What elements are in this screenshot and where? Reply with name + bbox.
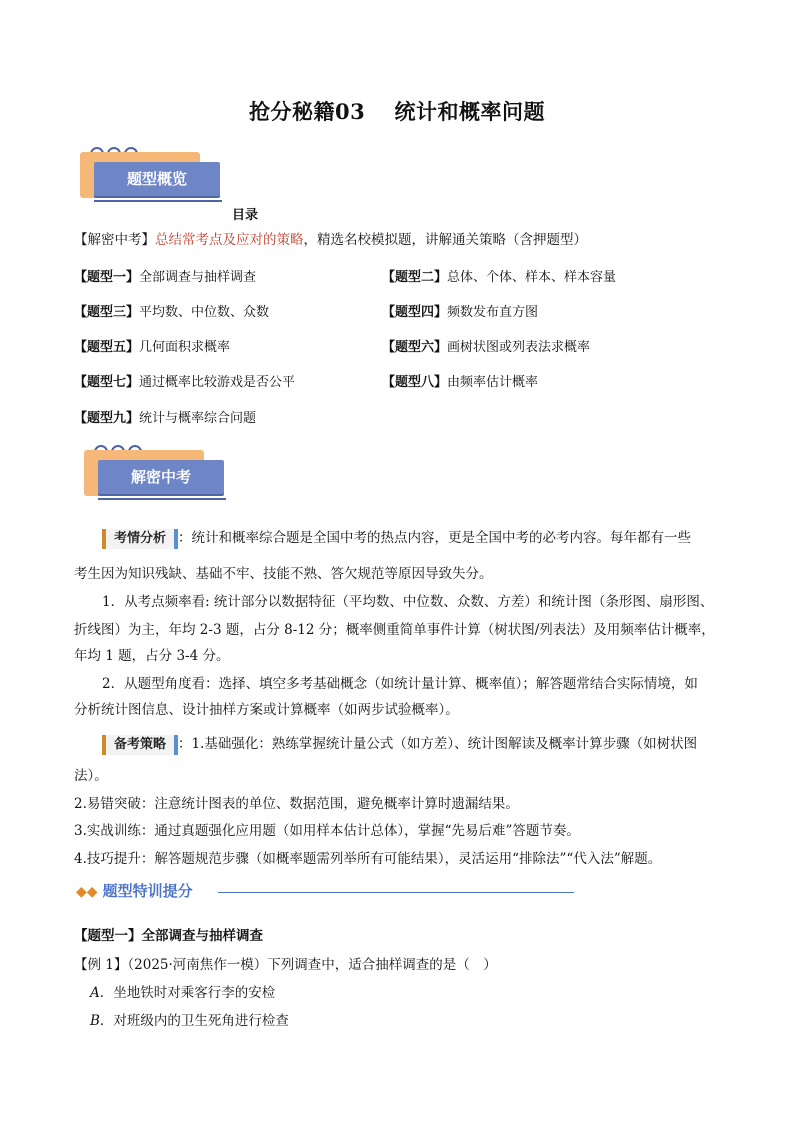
strategy-item-4: 4.技巧提升：解答题规范步骤（如概率题需列举所有可能结果），灵活运用“排除法”“代入法”解题。 bbox=[74, 851, 662, 867]
toc-item-9[interactable]: 【题型九】统计与概率综合问题 bbox=[74, 411, 257, 426]
intro-red-text: 总结常考点及应对的策略 bbox=[155, 232, 304, 248]
toc-item-8[interactable]: 【题型八】由频率估计概率 bbox=[382, 375, 539, 390]
banner-label: 解密中考 bbox=[98, 460, 224, 494]
toc-item-7[interactable]: 【题型七】通过概率比较游戏是否公平 bbox=[74, 375, 296, 390]
toc-item-1[interactable]: 【题型一】全部调查与抽样调查 bbox=[74, 270, 257, 285]
strategy-item-3: 3.实战训练：通过真题强化应用题（如用样本估计总体），掌握“先易后难”答题节奏。 bbox=[74, 823, 580, 839]
toc-item-2[interactable]: 【题型二】总体、个体、样本、样本容量 bbox=[382, 270, 617, 285]
toc-item-6[interactable]: 【题型六】画树状图或列表法求概率 bbox=[382, 340, 591, 355]
analysis-point-1: 1．从考点频率看: 统计部分以数据特征（平均数、中位数、众数、方差）和统计图（条形图、扇形图、 bbox=[102, 594, 714, 610]
toc-item-3[interactable]: 【题型三】平均数、中位数、众数 bbox=[74, 305, 270, 320]
analysis-line-2: 考生因为知识残缺、基础不牢、技能不熟、答欠规范等原因导致失分。 bbox=[74, 566, 493, 582]
special-training-heading: ◆◆ 题型特训提分 bbox=[76, 880, 576, 904]
section-heading-1: 【题型一】全部调查与抽样调查 bbox=[74, 928, 263, 944]
example-stem: 【例 1】（2025·河南焦作一模）下列调查中，适合抽样调查的是（ ） bbox=[74, 957, 497, 973]
analysis-point-1-l3: 年均 1 题，占分 3-4 分。 bbox=[74, 648, 230, 664]
page-title: 抢分秘籍03 统计和概率问题 bbox=[248, 99, 546, 124]
strategy-item-2: 2.易错突破：注意统计图表的单位、数据范围，避免概率计算时遗漏结果。 bbox=[74, 796, 519, 812]
option-b[interactable]: B．对班级内的卫生死角进行检查 bbox=[90, 1013, 289, 1029]
analysis-point-2-l2: 分析统计图信息、设计抽样方案或计算概率（如两步试验概率）。 bbox=[74, 702, 459, 718]
toc-heading: 目录 bbox=[232, 208, 259, 223]
analysis-point-2: 2．从题型角度看：选择、填空多考基础概念（如统计量计算、概率值）；解答题常结合实际情境，如 bbox=[102, 676, 698, 692]
analysis-line-1: 考情分析 ：统计和概率综合题是全国中考的热点内容，更是全国中考的必考内容。每年都有一些 bbox=[74, 524, 734, 552]
strategy-line-1: 备考策略 ：1.基础强化：熟练掌握统计量公式（如方差）、统计图解读及概率计算步骤（如树状图 bbox=[74, 730, 734, 758]
heading-rule bbox=[218, 892, 574, 893]
diamond-icon: ◆◆ bbox=[76, 884, 98, 900]
intro-line bbox=[74, 230, 587, 250]
section-banner-analysis bbox=[84, 444, 244, 514]
section-banner-overview bbox=[80, 146, 240, 216]
analysis-tag: 考情分析 bbox=[102, 529, 178, 549]
strategy-tag: 备考策略 bbox=[102, 735, 178, 755]
toc-item-5[interactable]: 【题型五】几何面积求概率 bbox=[74, 340, 231, 355]
intro-bracket: 【解密中考】 bbox=[74, 232, 155, 248]
analysis-point-1-l2: 折线图）为主，年均 2-3 题，占分 8-12 分；概率侧重简单事件计算（树状图/列表法）及用频率估计概率， bbox=[74, 622, 715, 638]
strategy-line-2: 法）。 bbox=[74, 768, 108, 784]
option-a[interactable]: A．坐地铁时对乘客行李的安检 bbox=[90, 985, 276, 1001]
banner-label: 题型概览 bbox=[94, 162, 220, 196]
intro-rest: ，精选名校模拟题，讲解通关策略（含押题型） bbox=[303, 232, 587, 248]
toc-item-4[interactable]: 【题型四】频数发布直方图 bbox=[382, 305, 539, 320]
